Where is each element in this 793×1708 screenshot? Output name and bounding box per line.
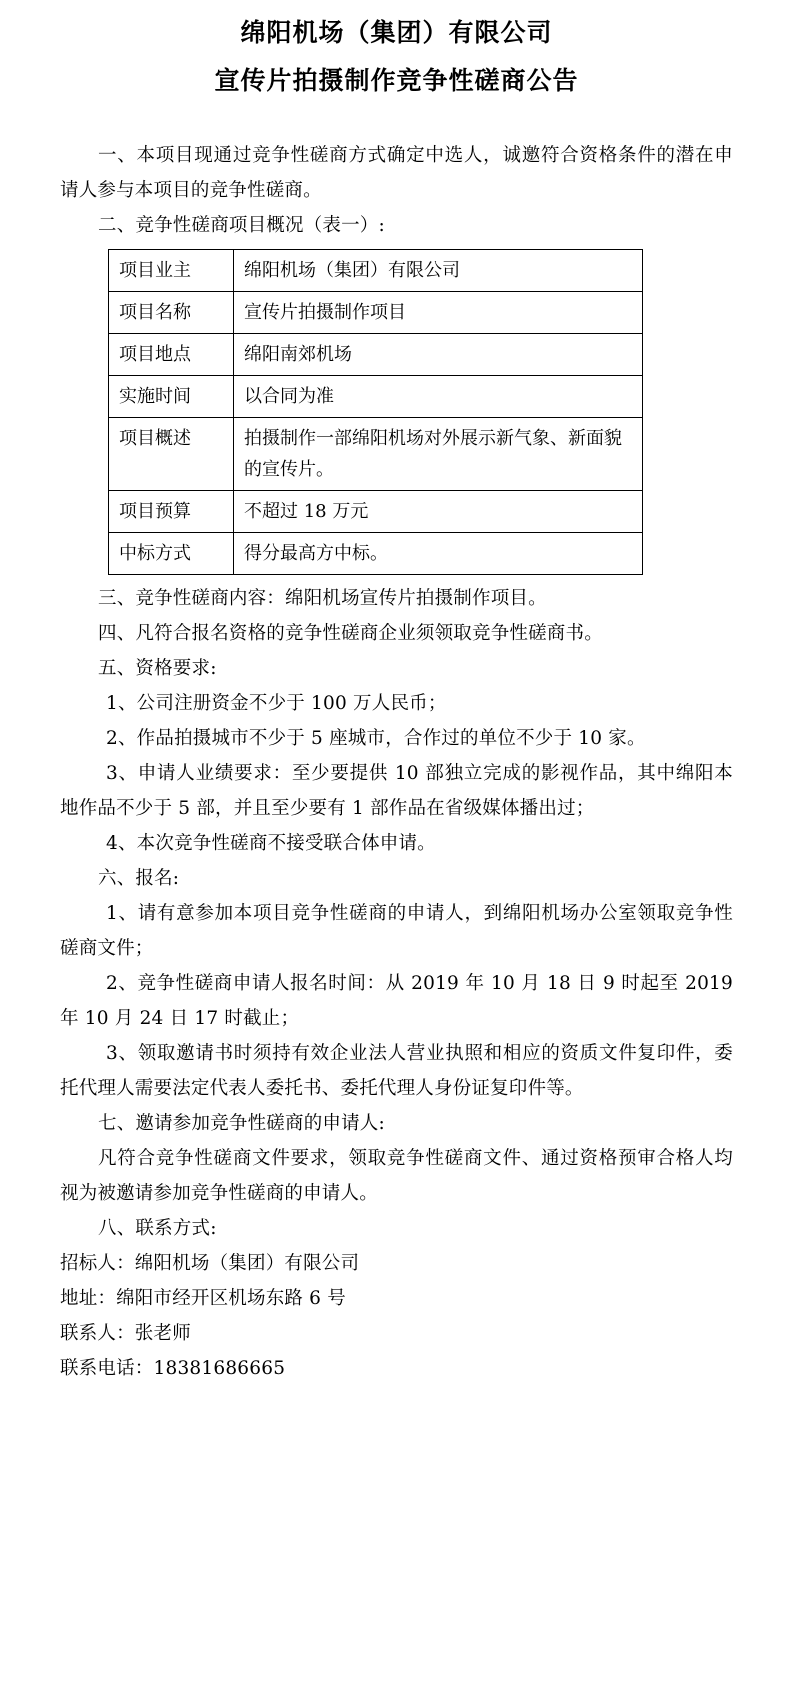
section-3-paragraph: 三、竞争性磋商内容：绵阳机场宣传片拍摄制作项目。 (98, 588, 547, 609)
table-cell-label: 项目地点 (109, 334, 234, 376)
table-row (109, 376, 643, 418)
table-cell-value: 宣传片拍摄制作项目 (234, 292, 643, 334)
table-cell-label: 项目名称 (109, 292, 234, 334)
section-4-paragraph: 四、凡符合报名资格的竞争性磋商企业须领取竞争性磋商书。 (98, 623, 603, 644)
project-overview-table (108, 249, 643, 575)
table-cell-value: 拍摄制作一部绵阳机场对外展示新气象、新面貌的宣传片。 (234, 418, 643, 491)
table-row (109, 292, 643, 334)
section-6-heading: 六、报名: (98, 868, 180, 889)
table-cell-value: 不超过 18 万元 (234, 491, 643, 533)
document-title (60, 10, 733, 104)
table-cell-label: 项目业主 (109, 250, 234, 292)
section-8-heading: 八、联系方式: (98, 1218, 217, 1239)
section-2-heading: 二、竞争性磋商项目概况（表一）: (98, 215, 385, 236)
section-5-item-1: 1、公司注册资金不少于 100 万人民币； (106, 693, 447, 714)
section-5-item-2: 2、作品拍摄城市不少于 5 座城市，合作过的单位不少于 10 家。 (106, 728, 646, 749)
section-6-item-3: 3、领取邀请书时须持有效企业法人营业执照和相应的资质文件复印件，委托代理人需要法定代表人委托书、委托代理人身份证复印件等。 (60, 1043, 733, 1099)
title-line-2: 宣传片拍摄制作竞争性磋商公告 (214, 66, 579, 95)
table-row (109, 491, 643, 533)
contact-address: 地址：绵阳市经开区机场东路 6 号 (60, 1288, 346, 1309)
section-6-item-2: 2、竞争性磋商申请人报名时间：从 2019 年 10 月 18 日 9 时起至 2019 年 10 月 24 日 17 时截止； (60, 973, 733, 1029)
contact-block (60, 1246, 733, 1386)
table-cell-value: 得分最高方中标。 (234, 533, 643, 575)
table-cell-label: 项目概述 (109, 418, 234, 491)
contact-phone: 联系电话：18381686665 (60, 1358, 286, 1379)
table-row (109, 250, 643, 292)
table-row (109, 334, 643, 376)
section-5-heading: 五、资格要求: (98, 658, 217, 679)
table-cell-label: 项目预算 (109, 491, 234, 533)
contact-tenderer: 招标人：绵阳机场（集团）有限公司 (60, 1253, 360, 1274)
section-1-paragraph: 一、本项目现通过竞争性磋商方式确定中选人，诚邀符合资格条件的潜在申请人参与本项目的竞争性磋商。 (60, 145, 733, 201)
contact-person: 联系人：张老师 (60, 1323, 191, 1344)
section-6-item-1: 1、请有意参加本项目竞争性磋商的申请人，到绵阳机场办公室领取竞争性磋商文件； (60, 903, 733, 959)
section-5-item-4: 4、本次竞争性磋商不接受联合体申请。 (106, 833, 436, 854)
table-cell-value: 以合同为准 (234, 376, 643, 418)
table-row (109, 418, 643, 491)
table-cell-label: 中标方式 (109, 533, 234, 575)
section-7-heading: 七、邀请参加竞争性磋商的申请人: (98, 1113, 385, 1134)
document-body (60, 138, 733, 1386)
table-cell-value: 绵阳机场（集团）有限公司 (234, 250, 643, 292)
table-cell-label: 实施时间 (109, 376, 234, 418)
section-7-paragraph: 凡符合竞争性磋商文件要求，领取竞争性磋商文件、通过资格预审合格人均视为被邀请参加竞争性磋商的申请人。 (60, 1148, 733, 1204)
table-row (109, 533, 643, 575)
table-cell-value: 绵阳南郊机场 (234, 334, 643, 376)
section-5-item-3: 3、申请人业绩要求：至少要提供 10 部独立完成的影视作品，其中绵阳本地作品不少于 5 部，并且至少要有 1 部作品在省级媒体播出过； (60, 763, 733, 819)
title-line-1: 绵阳机场（集团）有限公司 (240, 18, 553, 47)
